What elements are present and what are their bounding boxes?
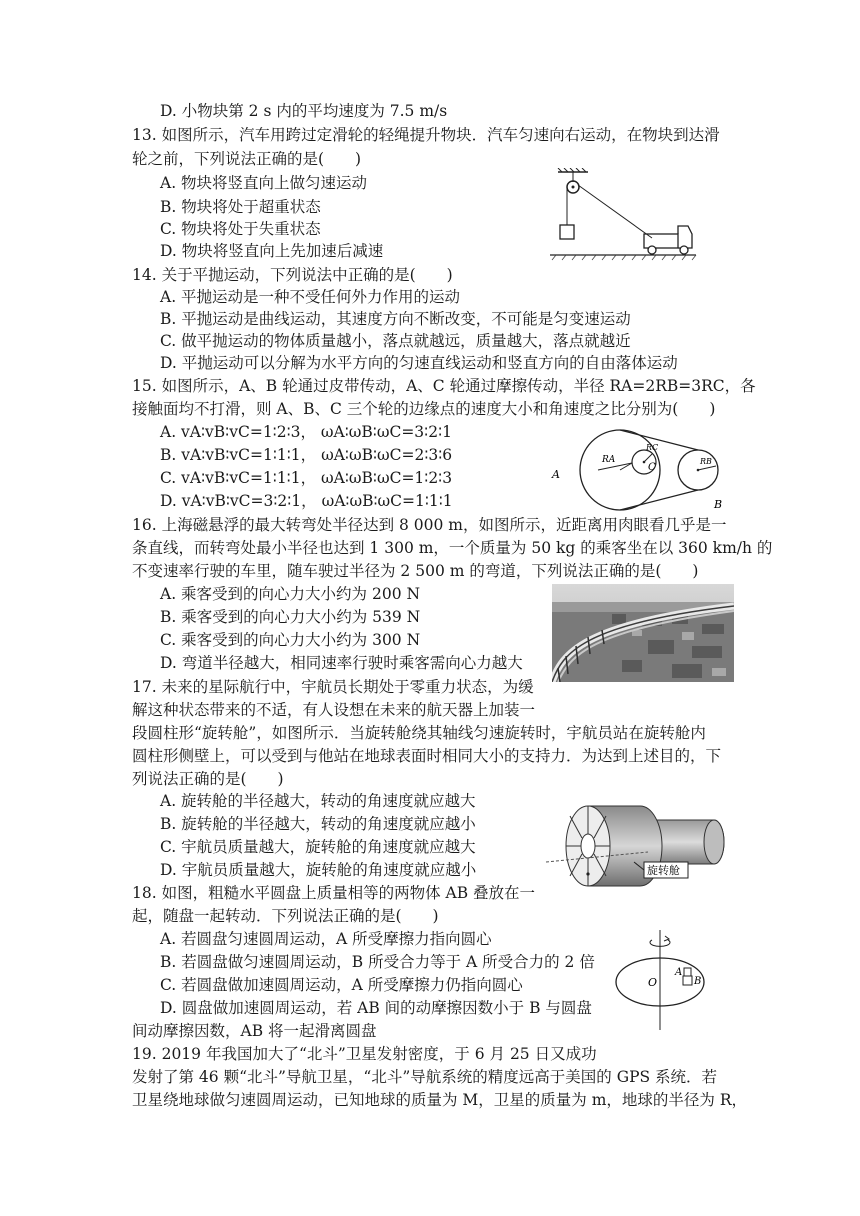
q13-option-c: C. 物块将处于失重状态: [160, 220, 321, 238]
disk-center-label: O: [648, 976, 658, 989]
q13-stem-line-1: 13. 如图所示，汽车用跨过定滑轮的轻绳提升物块．汽车匀速向右运动，在物块到达滑: [132, 126, 720, 144]
q16-option-d: D. 弯道半径越大，相同速率行驶时乘客需向心力越大: [160, 654, 523, 672]
radius-c-label: RC: [646, 443, 659, 452]
q18-stem-line-1: 18. 如图，粗糙水平圆盘上质量相等的两物体 AB 叠放在一: [132, 884, 536, 902]
q13-stem-line-2: 轮之前，下列说法正确的是( ): [132, 150, 362, 168]
q19-stem-line-1: 19. 2019 年我国加大了“北斗”卫星发射密度，于 6 月 25 日又成功: [132, 1045, 597, 1063]
q17-stem-line-3: 段圆柱形“旋转舱”，如图所示．当旋转舱绕其轴线匀速旋转时，宇航员站在旋转舱内: [132, 724, 706, 742]
q19-stem-line-2: 发射了第 46 颗“北斗”导航卫星，“北斗”导航系统的精度远高于美国的 GPS 系统．若: [132, 1068, 718, 1086]
q19-stem-line-3: 卫星绕地球做匀速圆周运动，已知地球的质量为 M，卫星的质量为 m，地球的半径为 R，: [132, 1091, 748, 1109]
wheel-c-label: C: [648, 462, 656, 473]
q16-stem-line-3: 不变速率行驶的车里，随车驶过半径为 2 500 m 的弯道，下列说法正确的是( ): [132, 562, 699, 580]
pulley-truck-figure: [548, 168, 698, 264]
rotating-disk-figure: [612, 928, 724, 1032]
q18-option-c: C. 若圆盘做加速圆周运动，A 所受摩擦力仍指向圆心: [160, 976, 523, 994]
q15-option-a: A. vA∶vB∶vC=1∶2∶3， ωA∶ωB∶ωC=3∶2∶1: [160, 423, 452, 441]
q17-stem-line-2: 解这种状态带来的不适，有人设想在未来的航天器上加装一: [132, 701, 536, 719]
q15-stem-line-2: 接触面均不打滑，则 A、B、C 三个轮的边缘点的速度大小和角速度之比分别为( ): [132, 400, 716, 418]
q17-option-a: A. 旋转舱的半径越大，转动的角速度就应越大: [160, 792, 476, 810]
q14-stem: 14. 关于平抛运动，下列说法中正确的是( ): [132, 266, 453, 284]
q14-option-a: A. 平抛运动是一种不受任何外力作用的运动: [160, 288, 461, 306]
q13-option-a: A. 物块将竖直向上做匀速运动: [160, 174, 368, 192]
q14-option-c: C. 做平抛运动的物体质量越小，落点就越远，质量越大，落点就越近: [160, 332, 631, 350]
q17-option-d: D. 宇航员质量越大，旋转舱的角速度就应越小: [160, 861, 477, 879]
q13-option-b: B. 物块将处于超重状态: [160, 198, 321, 216]
q18-option-a: A. 若圆盘匀速圆周运动，A 所受摩擦力指向圆心: [160, 930, 492, 948]
q16-stem-line-2: 条直线，而转弯处最小半径也达到 1 300 m，一个质量为 50 kg 的乘客坐在以 360 km/h 的: [132, 539, 773, 557]
q16-option-b: B. 乘客受到的向心力大小约为 539 N: [160, 608, 421, 626]
cabin-label: 旋转舱: [647, 864, 680, 877]
rotating-cabin-figure: [544, 800, 736, 896]
block-b-label: B: [694, 976, 702, 987]
q14-option-d: D. 平抛运动可以分解为水平方向的匀速直线运动和竖直方向的自由落体运动: [160, 354, 678, 372]
q18-option-b: B. 若圆盘做匀速圆周运动，B 所受合力等于 A 所受合力的 2 倍: [160, 953, 595, 971]
q18-option-d-line-2: 间动摩擦因数，AB 将一起滑离圆盘: [132, 1022, 377, 1040]
q15-stem-line-1: 15. 如图所示，A、B 轮通过皮带传动，A、C 轮通过摩擦传动，半径 RA=2RB=3RC，各: [132, 377, 756, 395]
q17-option-b: B. 旋转舱的半径越大，转动的角速度就应越小: [160, 815, 476, 833]
q16-option-a: A. 乘客受到的向心力大小约为 200 N: [160, 585, 421, 603]
q13-option-d: D. 物块将竖直向上先加速后减速: [160, 242, 384, 260]
q17-stem-line-1: 17. 未来的星际航行中，宇航员长期处于零重力状态，为缓: [132, 678, 534, 696]
q12-option-d: D. 小物块第 2 s 内的平均速度为 7.5 m/s: [160, 102, 448, 120]
q18-option-d-line-1: D. 圆盘做加速圆周运动，若 AB 间的动摩擦因数小于 B 与圆盘: [160, 999, 592, 1017]
q17-option-c: C. 宇航员质量越大，旋转舱的角速度就应越大: [160, 838, 476, 856]
wheel-a-label: A: [552, 468, 560, 481]
wheel-b-label: B: [714, 498, 723, 511]
q17-stem-line-5: 列说法正确的是( ): [132, 770, 284, 788]
q15-option-c: C. vA∶vB∶vC=1∶1∶1， ωA∶ωB∶ωC=1∶2∶3: [160, 469, 453, 487]
q16-option-c: C. 乘客受到的向心力大小约为 300 N: [160, 631, 421, 649]
q18-stem-line-2: 起，随盘一起转动．下列说法正确的是( ): [132, 907, 439, 925]
q15-option-d: D. vA∶vB∶vC=3∶2∶1， ωA∶ωB∶ωC=1∶1∶1: [160, 492, 453, 510]
q17-stem-line-4: 圆柱形侧壁上，可以受到与他站在地球表面时相同大小的支持力．为达到上述目的，下: [132, 747, 722, 765]
maglev-photo: [552, 584, 734, 682]
q16-stem-line-1: 16. 上海磁悬浮的最大转弯处半径达到 8 000 m，如图所示，近距离用肉眼看几乎是一: [132, 516, 727, 534]
q14-option-b: B. 平抛运动是曲线运动，其速度方向不断改变，不可能是匀变速运动: [160, 310, 631, 328]
wheels-figure: [548, 426, 726, 514]
radius-a-label: RA: [602, 455, 616, 465]
q15-option-b: B. vA∶vB∶vC=1∶1∶1， ωA∶ωB∶ωC=2∶3∶6: [160, 446, 453, 464]
block-a-label: A: [675, 967, 683, 978]
radius-b-label: RB: [700, 457, 712, 466]
